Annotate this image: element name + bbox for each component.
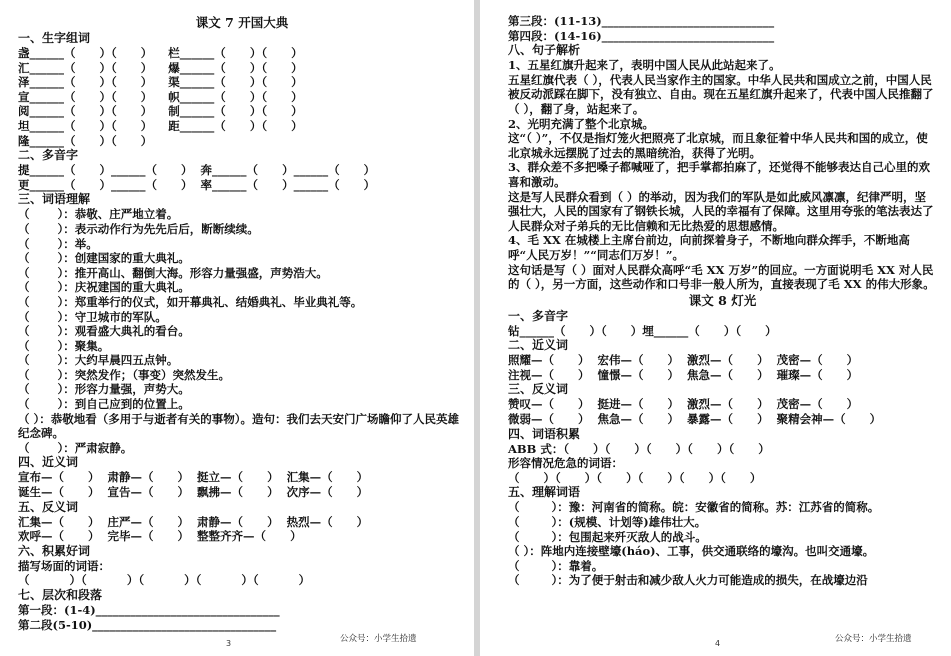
- exercise-line: （ ）：举。: [18, 236, 98, 251]
- section-heading: 三、词语理解: [18, 192, 91, 207]
- exercise-line: 照耀—（ ） 宏伟—（ ） 激烈—（ ） 茂密—（ ）: [508, 353, 859, 368]
- exercise-line: 坦______（ ）（ ） 距______（ ）（ ）: [18, 118, 303, 133]
- exercise-line: （ ）：大约早晨四五点钟。: [18, 353, 179, 368]
- exercise-line: 形容情况危急的词语：: [508, 456, 623, 471]
- exercise-line: 1、五星红旗升起来了，表明中国人民从此站起来了。: [508, 58, 781, 73]
- exercise-line: 五星红旗代表（ ），代表人民当家作主的国家。中华人民共和国成立之前，中国人民被反动派踩在脚下，没有独立、自由。现在五星红旗升起来了，代表中国人民推翻了（ ），翻了身，站起来了。: [508, 72, 934, 116]
- exercise-line: 这是写人民群众看到（ ）的举动，因为我们的军队是如此威风凛凛，纪律严明，坚强壮大，人民的国家有了钢铁长城，人民的幸福有了保障。这里用夸张的笔法表达了人民群众对子弟兵的无比信赖和无比热爱的思想感情。: [508, 189, 934, 233]
- exercise-line: （ ）：突然发作；（事变）突然发生。: [18, 367, 231, 382]
- document-page-right: [480, 0, 951, 656]
- exercise-line: （ ）：观看盛大典礼的看台。: [18, 324, 190, 339]
- section-heading: 五、反义词: [18, 499, 79, 514]
- section-heading: 六、积累好词: [18, 543, 91, 558]
- page-footer: 公众号：小学生拾遗: [835, 634, 912, 644]
- exercise-line: 隆______（ ）（ ）: [18, 133, 153, 148]
- exercise-line: 泽______（ ）（ ） 渠______（ ）（ ）: [18, 75, 303, 90]
- exercise-line: （ ）（ ）（ ）（ ）（ ）: [18, 573, 311, 588]
- lesson-title: 课文 7 开国大典: [195, 15, 289, 30]
- exercise-line: 欢呼—（ ） 完毕—（ ） 整整齐齐—（ ）: [18, 529, 302, 544]
- exercise-line: （ ）：包围起来歼灭敌人的战斗。: [508, 529, 707, 544]
- exercise-line: 4、毛 XX 在城楼上主席台前边，向前探着身子，不断地向群众挥手，不断地高呼“人民万岁！”“同志们万岁！”。: [508, 233, 910, 262]
- exercise-line: 这句话是写（ ）面对人民群众高呼“毛 XX 万岁”的回应。一方面说明毛 XX 对人民的（ ），另一方面，这些动作和口号非一般人所为，直接表现了毛 XX 的伟大形象。: [508, 262, 935, 292]
- exercise-line: 宣布—（ ） 肃静—（ ） 挺立—（ ） 汇集—（ ）: [18, 470, 369, 485]
- document-page-left: [0, 0, 474, 656]
- exercise-line: 盏______（ ）（ ） 栏______（ ）（ ）: [18, 46, 303, 60]
- section-heading: 四、近义词: [18, 455, 79, 470]
- exercise-line: 第二段(5-10)________________________________: [18, 617, 277, 632]
- page-number: 4: [715, 639, 721, 648]
- exercise-line: （ ）：为了便于射击和减少敌人火力可能造成的损失，在战壕边沿: [508, 573, 868, 588]
- exercise-line: （ ）：聚集。: [18, 338, 110, 353]
- exercise-line: 汇______（ ）（ ） 爆______（ ）（ ）: [18, 60, 303, 75]
- section-heading: 七、层次和段落: [18, 588, 103, 602]
- section-heading: 二、近义词: [508, 338, 569, 353]
- section-heading: 一、生字组词: [18, 31, 91, 45]
- exercise-line: 诞生—（ ） 宣告—（ ） 飘拂—（ ） 次序—（ ）: [18, 485, 369, 500]
- exercise-line: （ ）：郑重举行的仪式，如开幕典礼、结婚典礼、毕业典礼等。: [18, 294, 363, 309]
- exercise-line: （ ）：豫：河南省的简称。皖：安徽省的简称。苏：江苏省的简称。: [508, 500, 880, 515]
- exercise-line: 微弱—（ ） 焦急—（ ） 暴露—（ ） 聚精会神—（ ）: [508, 412, 882, 427]
- exercise-line: 阅______（ ）（ ） 制______（ ）（ ）: [18, 104, 303, 119]
- section-heading: 一、多音字: [508, 308, 569, 323]
- section-heading: 三、反义词: [508, 382, 569, 397]
- exercise-line: （ ）：阵地内连接壁壕(háo)、工事，供交通联络的壕沟。也叫交通壕。: [508, 544, 875, 559]
- exercise-line: （ ）：到自己应到的位置上。: [18, 397, 190, 412]
- exercise-line: 3、群众差不多把嗓子都喊哑了，把手掌都拍麻了，还觉得不能够表达自己心里的欢喜和激动。: [508, 160, 930, 189]
- page-footer: 公众号：小学生拾遗: [340, 634, 417, 644]
- exercise-line: （ ）：庆祝建国的重大典礼。: [18, 280, 190, 295]
- exercise-line: 汇集—（ ） 庄严—（ ） 肃静—（ ） 热烈—（ ）: [18, 514, 369, 529]
- exercise-line: 宣______（ ）（ ） 帜______（ ）（ ）: [18, 89, 303, 104]
- exercise-line: （ ）：(规模、计划等)雄伟壮大。: [508, 515, 707, 530]
- section-heading: 四、词语积累: [508, 426, 581, 441]
- exercise-line: （ ）：创建国家的重大典礼。: [18, 251, 190, 266]
- exercise-line: 更______（ ）______（ ） 率______（ ）______（ ）: [18, 177, 376, 192]
- exercise-line: 描写场面的词语：: [18, 558, 110, 573]
- exercise-line: （ ）：严肃寂静。: [18, 440, 133, 455]
- lesson-title: 课文 8 灯光: [688, 292, 757, 308]
- exercise-line: （ ）：守卫城市的军队。: [18, 309, 167, 324]
- section-heading: 二、多音字: [18, 148, 79, 163]
- page-body: [508, 14, 937, 588]
- exercise-line: 提______（ ）______（ ） 奔______（ ）______（ ）: [18, 163, 376, 178]
- exercise-line: （ ）：靠着。: [508, 558, 604, 573]
- section-heading: 八、句子解析: [508, 43, 581, 58]
- exercise-line: （ ）：推开高山、翻倒大海。形容力量强盛，声势浩大。: [18, 265, 328, 280]
- exercise-line: 赞叹—（ ） 挺进—（ ） 激烈—（ ） 茂密—（ ）: [508, 397, 859, 412]
- section-heading: 五、理解词语: [508, 485, 581, 500]
- exercise-line: 钻______（ ）（ ）埋______（ ）（ ）: [508, 323, 777, 338]
- exercise-line: 2、光明充满了整个北京城。: [508, 116, 655, 131]
- exercise-line: 注视—（ ） 憧憬—（ ） 焦急—（ ） 璀璨—（ ）: [508, 367, 859, 382]
- exercise-line: 这“（ ）”，不仅是指灯笼火把照亮了北京城，而且象征着中华人民共和国的成立，使北京城永远摆脱了过去的黑暗统治，获得了光明。: [508, 131, 928, 160]
- exercise-line: 第三段：(11-13)______________________________: [508, 14, 775, 28]
- page-body: [18, 31, 466, 632]
- exercise-line: （ ）：形容力量强，声势大。: [18, 382, 190, 397]
- page-number: 3: [226, 639, 232, 648]
- exercise-line: 第一段：(1-4)________________________________: [18, 603, 280, 617]
- exercise-line: （ ）：表示动作行为先先后后，断断续续。: [18, 221, 259, 236]
- exercise-line: （ ）：恭敬、庄严地立着。: [18, 207, 179, 222]
- exercise-line: 第四段：(14-16)______________________________: [508, 28, 775, 43]
- exercise-line: ABB 式：（ ）（ ）（ ）（ ）（ ）: [508, 441, 770, 456]
- exercise-line: （ ）（ ）（ ）（ ）（ ）（ ）: [508, 470, 762, 485]
- exercise-line: （ ）：恭敬地看（多用于与逝者有关的事物）。造句：我们去天安门广场瞻仰了人民英雄纪念碑。: [18, 411, 459, 441]
